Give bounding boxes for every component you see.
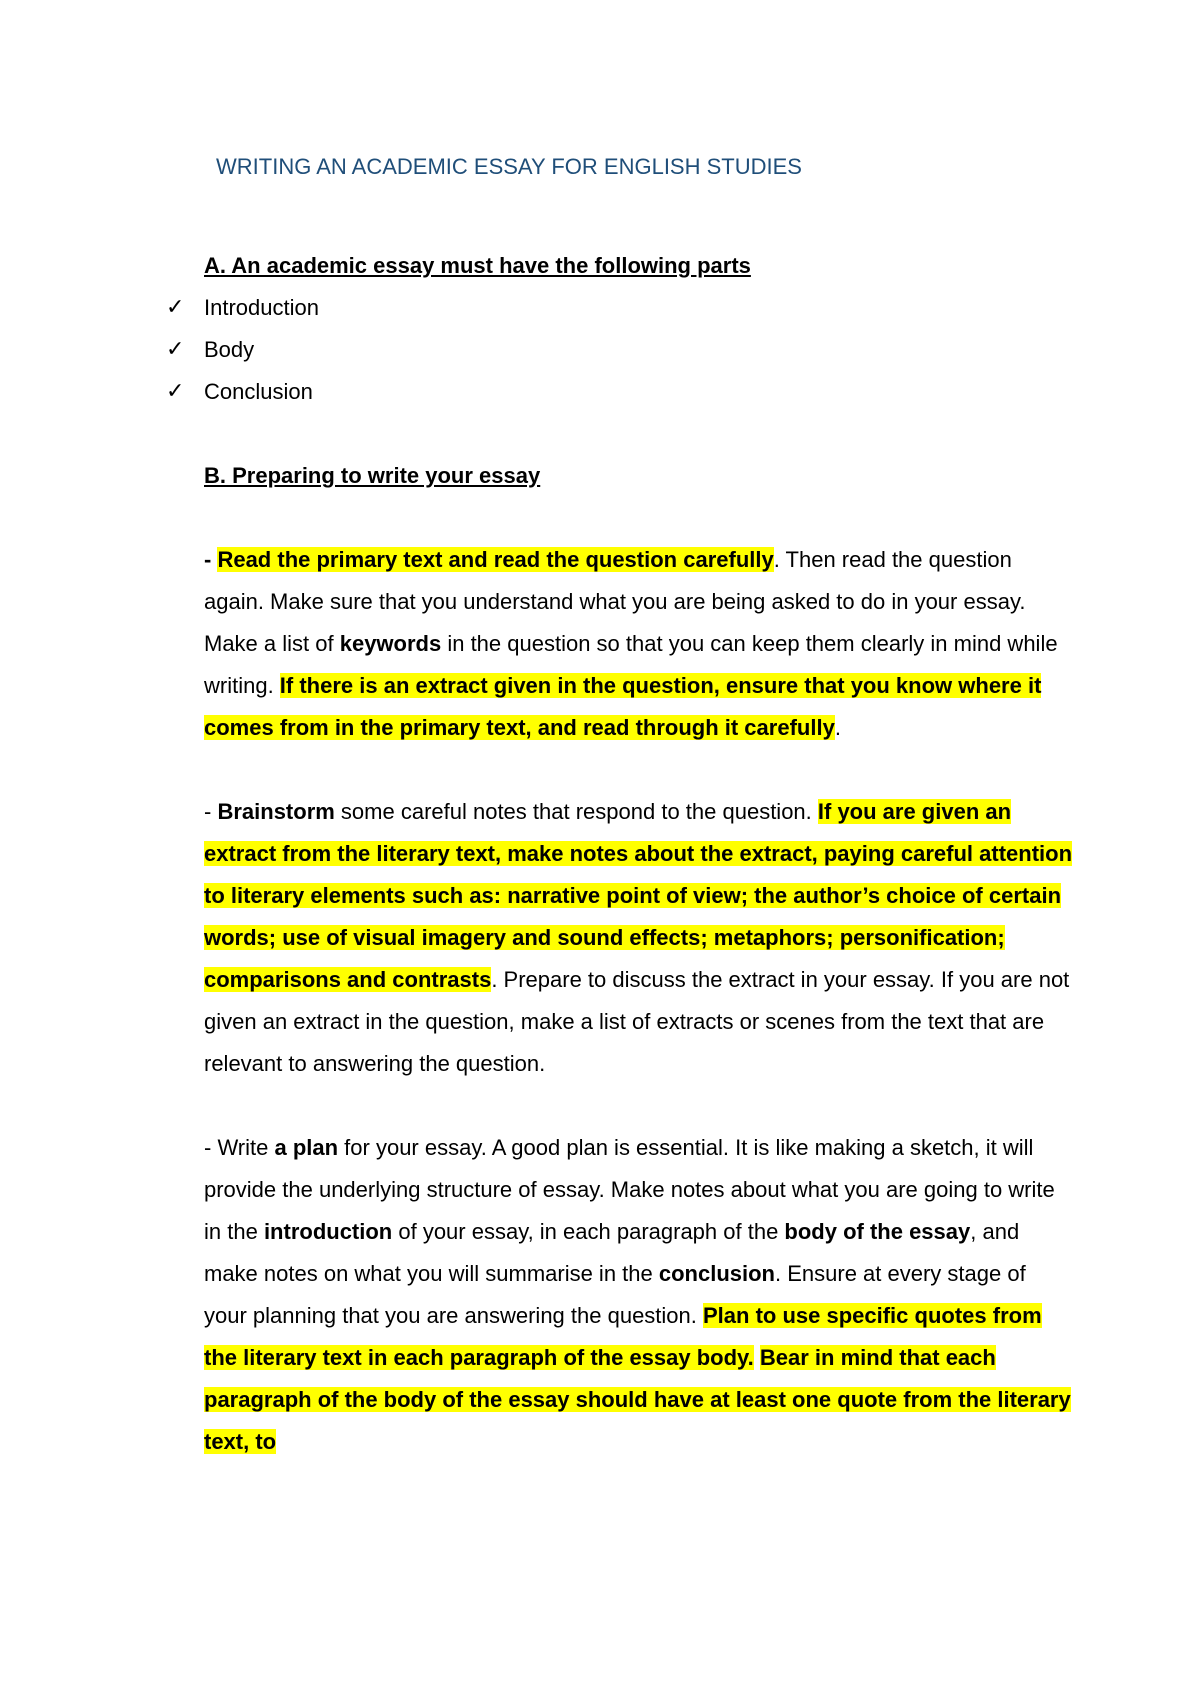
body-text: of your essay, in each paragraph of the	[392, 1219, 785, 1244]
highlighted-text: If there is an extract given in the question, ensure that you know where it comes from in the primary text, and read through it carefully	[204, 673, 1042, 740]
bold-text: body of the essay	[784, 1219, 971, 1244]
checklist-item	[166, 329, 1074, 371]
checklist-item	[166, 371, 1074, 413]
body-text: . Then read the question again. Make sure that you understand what you are being asked to do in your essay. Make a list of	[204, 547, 1026, 656]
dash-bullet: -	[204, 799, 218, 824]
body-text: . Prepare to discuss the extract in your essay. If you are not given an extract in the question, make a list of extracts or scenes from the text that are relevant to answering the question.	[204, 967, 1070, 1076]
blank-line	[204, 749, 1074, 791]
blank-line	[204, 497, 1074, 539]
paragraph-plan	[204, 1127, 1074, 1463]
bold-text: keywords	[339, 631, 442, 656]
highlighted-text: Plan to use specific quotes from the literary text in each paragraph of the essay body.	[204, 1303, 1042, 1370]
body-text: , and make notes on what you will summarise in the	[204, 1219, 1020, 1286]
body-text: in the question so that you can keep them clearly in mind while writing.	[204, 631, 1058, 698]
checklist-item-label: Conclusion	[204, 379, 313, 404]
bold-text: conclusion	[658, 1261, 775, 1286]
bold-text: Brainstorm	[217, 799, 335, 824]
document-body	[166, 245, 1074, 1463]
bold-text: introduction	[263, 1219, 393, 1244]
checklist-item-label: Body	[204, 337, 255, 362]
body-text: .	[834, 715, 841, 740]
blank-line	[204, 413, 1074, 455]
checkmark-icon: ✓	[166, 295, 185, 320]
document-title: WRITING AN ACADEMIC ESSAY FOR ENGLISH STUDIES	[216, 154, 802, 179]
section-a-heading: A. An academic essay must have the following parts	[204, 253, 751, 278]
section-b-heading: B. Preparing to write your essay	[204, 463, 541, 488]
body-text: some careful notes that respond to the question.	[334, 799, 818, 824]
dash-bullet: -	[204, 547, 218, 572]
blank-line	[204, 1085, 1074, 1127]
highlighted-text: Bear in mind that each paragraph of the body of the essay should have at least one quote from the literary text, to	[204, 1345, 1071, 1454]
body-text: . Ensure at every stage of your planning that you are answering the question.	[204, 1261, 1026, 1328]
body-text: for your essay. A good plan is essential. It is like making a sketch, it will provide the underlying structure of essay. Make notes about what you are going to write in the	[204, 1135, 1055, 1244]
paragraph-brainstorm	[204, 791, 1074, 1085]
body-text: - Write	[204, 1135, 275, 1160]
checklist-item-label: Introduction	[204, 295, 319, 320]
paragraph-read-question	[204, 539, 1074, 749]
checklist-item	[166, 287, 1074, 329]
bold-text: a plan	[274, 1135, 339, 1160]
highlighted-text: Read the primary text and read the question carefully	[217, 547, 774, 572]
checkmark-icon: ✓	[166, 337, 185, 362]
body-text	[754, 1345, 760, 1370]
highlighted-text: If you are given an extract from the literary text, make notes about the extract, paying careful attention to literary elements such as: narrative point of view; the author’s choice of certain words; use of visual imagery and sound effects; metaphors; personification; comparisons and contrasts	[204, 799, 1073, 992]
checkmark-icon: ✓	[166, 379, 185, 404]
parts-checklist	[166, 287, 1074, 413]
